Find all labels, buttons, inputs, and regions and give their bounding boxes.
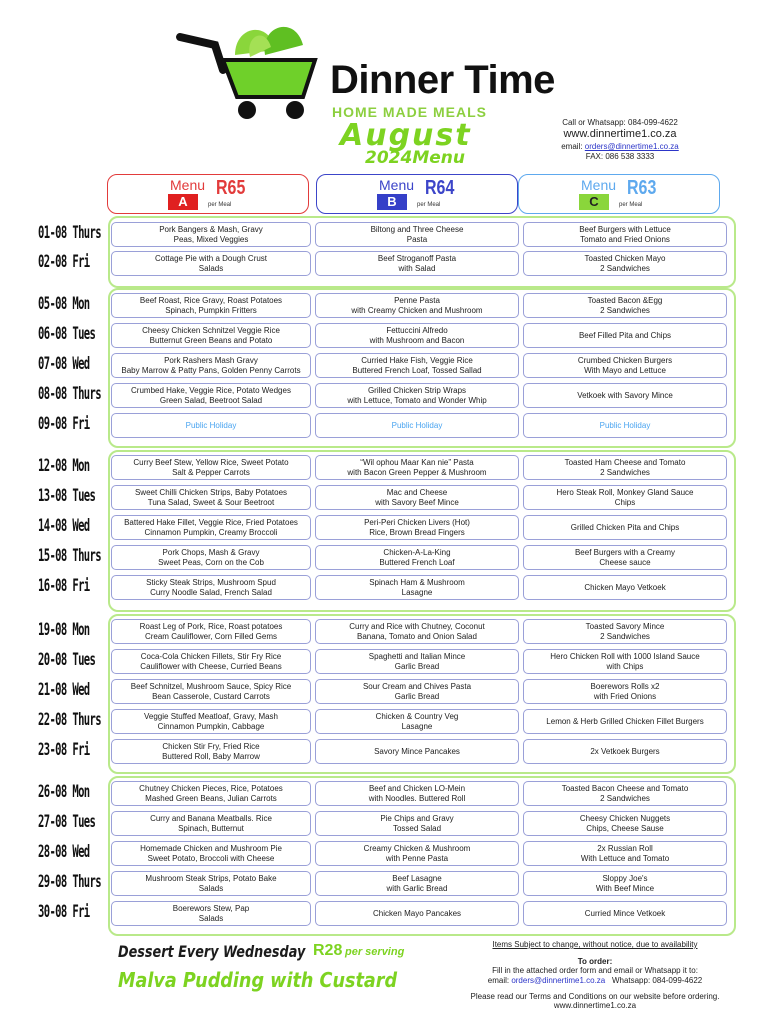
day-label: 13-08 Tues [38,486,96,506]
meal-cell-a: Veggie Stuffed Meatloaf, Gravy, Mash Cinnamon Pumpkin, Cabbage [111,709,311,734]
per-meal: per Meal [417,202,441,208]
day-label: 14-08 Wed [38,516,90,536]
fax: FAX: 086 538 3333 [585,152,655,161]
day-label: 26-08 Mon [38,782,90,802]
day-label: 07-08 Wed [38,354,90,374]
menu-header-c [518,174,720,214]
day-label: 21-08 Wed [38,680,90,700]
meal-cell-a: Beef Schnitzel, Mushroom Sauce, Spicy Rice Bean Casserole, Custard Carrots [111,679,311,704]
day-label: 05-08 Mon [38,294,90,314]
meal-cell-c: Toasted Chicken Mayo 2 Sandwiches [523,251,727,276]
meal-cell-c: Hero Steak Roll, Monkey Gland Sauce Chips [523,485,727,510]
dessert-item: Malva Pudding with Custard [118,968,398,992]
day-label: 29-08 Thurs [38,872,101,892]
meal-cell-a: Cheesy Chicken Schnitzel Veggie Rice Butternut Green Beans and Potato [111,323,311,348]
order-instructions: Fill in the attached order form and email or Whatsapp it to: [492,966,698,975]
menu-header-a [107,174,309,214]
meal-cell-b: Beef and Chicken LO-Mein with Noodles. Buttered Roll [315,781,519,806]
meal-cell-c: Boerewors Rolls x2 with Fried Onions [523,679,727,704]
meal-cell-a: Sticky Steak Strips, Mushroom Spud Curry Noodle Salad, French Salad [111,575,311,600]
meal-cell-b: Beef Stroganoff Pasta with Salad [315,251,519,276]
menu-letter: B [377,194,407,210]
meal-cell-b: Public Holiday [315,413,519,438]
terms-note: Please read our Terms and Conditions on our website before ordering. [470,992,720,1001]
day-label: 20-08 Tues [38,650,96,670]
meal-cell-b: Chicken-A-La-King Buttered French Loaf [315,545,519,570]
day-label: 12-08 Mon [38,456,90,476]
meal-cell-c: 2x Vetkoek Burgers [523,739,727,764]
day-label: 15-08 Thurs [38,546,101,566]
day-label: 23-08 Fri [38,740,90,760]
meal-cell-a: Mushroom Steak Strips, Potato Bake Salads [111,871,311,896]
day-label: 27-08 Tues [38,812,96,832]
menu-price: R64 [425,177,455,199]
meal-cell-b: Creamy Chicken & Mushroom with Penne Pasta [315,841,519,866]
meal-cell-c: 2x Russian Roll With Lettuce and Tomato [523,841,727,866]
dessert-heading: Dessert Every Wednesday [118,942,306,961]
per-meal: per Meal [619,202,643,208]
call-info: Call or Whatsapp: 084-099-4622 [562,118,678,127]
per-meal: per Meal [208,202,232,208]
menu-header-b [316,174,518,214]
meal-cell-a: Cottage Pie with a Dough Crust Salads [111,251,311,276]
meal-cell-b: Spinach Ham & Mushroom Lasagne [315,575,519,600]
meal-cell-a: Public Holiday [111,413,311,438]
meal-cell-b: Beef Lasagne with Garlic Bread [315,871,519,896]
brand-name: Dinner Time [330,58,555,102]
meal-cell-a: Boerewors Stew, Pap Salads [111,901,311,926]
menu-label: Menu [379,177,415,193]
meal-cell-c: Toasted Ham Cheese and Tomato 2 Sandwiches [523,455,727,480]
menu-label: Menu [170,177,206,193]
meal-cell-b: Grilled Chicken Strip Wraps with Lettuce, Tomato and Wonder Whip [315,383,519,408]
day-label: 09-08 Fri [38,414,90,434]
meal-cell-c: Beef Burgers with Lettuce Tomato and Fried Onions [523,222,727,247]
menu-price: R63 [627,177,657,199]
dessert-price: R28 [313,942,343,959]
meal-cell-a: Crumbed Hake, Veggie Rice, Potato Wedges Green Salad, Beetroot Salad [111,383,311,408]
day-label: 08-08 Thurs [38,384,101,404]
meal-cell-c: Sloppy Joe's With Beef Mince [523,871,727,896]
meal-cell-b: Chicken Mayo Pancakes [315,901,519,926]
meal-cell-b: Savory Mince Pancakes [315,739,519,764]
availability-note: Items Subject to change, without notice, due to availability [492,940,698,949]
meal-cell-c: Curried Mince Vetkoek [523,901,727,926]
to-order-heading: To order: [577,957,613,966]
meal-cell-a: Pork Rashers Mash Gravy Baby Marrow & Patty Pans, Golden Penny Carrots [111,353,311,378]
meal-cell-a: Curry and Banana Meatballs. Rice Spinach, Butternut [111,811,311,836]
menu-price: R65 [216,177,246,199]
meal-cell-b: Chicken & Country Veg Lasagne [315,709,519,734]
meal-cell-b: Mac and Cheese with Savory Beef Mince [315,485,519,510]
meal-cell-c: Beef Burgers with a Creamy Cheese sauce [523,545,727,570]
meal-cell-a: Chutney Chicken Pieces, Rice, Potatoes Mashed Green Beans, Julian Carrots [111,781,311,806]
day-label: 30-08 Fri [38,902,90,922]
meal-cell-a: Pork Chops, Mash & Gravy Sweet Peas, Corn on the Cob [111,545,311,570]
email-link[interactable]: orders@dinnertime1.co.za [584,142,679,151]
day-label: 22-08 Thurs [38,710,101,730]
meal-cell-c: Chicken Mayo Vetkoek [523,575,727,600]
footer-email-link[interactable]: orders@dinnertime1.co.za [511,976,606,985]
meal-cell-b: Pie Chips and Gravy Tossed Salad [315,811,519,836]
meal-cell-b: Penne Pasta with Creamy Chicken and Mushroom [315,293,519,318]
meal-cell-a: Coca-Cola Chicken Fillets, Stir Fry Rice Cauliflower with Cheese, Curried Beans [111,649,311,674]
meal-cell-a: Beef Roast, Rice Gravy, Roast Potatoes Spinach, Pumpkin Fritters [111,293,311,318]
meal-cell-c: Hero Chicken Roll with 1000 Island Sauce with Chips [523,649,727,674]
meal-cell-b: Biltong and Three Cheese Pasta [315,222,519,247]
menu-letter: A [168,194,198,210]
day-label: 01-08 Thurs [38,223,101,243]
menu-label: Menu [581,177,617,193]
order-contact: email: orders@dinnertime1.co.za Whatsapp: 084-099-4622 [487,976,703,985]
tagline: HOME MADE MEALS [332,104,487,120]
meal-cell-c: Toasted Savory Mince 2 Sandwiches [523,619,727,644]
meal-cell-b: Peri-Peri Chicken Livers (Hot) Rice, Brown Bread Fingers [315,515,519,540]
meal-cell-c: Toasted Bacon &Egg 2 Sandwiches [523,293,727,318]
footer-website[interactable]: www.dinnertime1.co.za [553,1001,637,1010]
meal-cell-a: Roast Leg of Pork, Rice, Roast potatoes Cream Cauliflower, Corn Filled Gems [111,619,311,644]
day-label: 02-08 Fri [38,252,90,272]
logo [175,15,325,125]
meal-cell-c: Cheesy Chicken Nuggets Chips, Cheese Sause [523,811,727,836]
dessert-serving: per serving [345,946,405,958]
meal-cell-c: Public Holiday [523,413,727,438]
meal-cell-b: Curried Hake Fish, Veggie Rice Buttered French Loaf, Tossed Sallad [315,353,519,378]
meal-cell-b: “Wil ophou Maar Kan nie” Pasta with Bacon Green Pepper & Mushroom [315,455,519,480]
meal-cell-a: Battered Hake Fillet, Veggie Rice, Fried Potatoes Cinnamon Pumpkin, Creamy Broccoli [111,515,311,540]
meal-cell-c: Toasted Bacon Cheese and Tomato 2 Sandwiches [523,781,727,806]
meal-cell-a: Chicken Stir Fry, Fried Rice Buttered Roll, Baby Marrow [111,739,311,764]
day-label: 16-08 Fri [38,576,90,596]
meal-cell-a: Pork Bangers & Mash, Gravy Peas, Mixed Veggies [111,222,311,247]
meal-cell-b: Fettuccini Alfredo with Mushroom and Bacon [315,323,519,348]
meal-cell-b: Sour Cream and Chives Pasta Garlic Bread [315,679,519,704]
meal-cell-c: Crumbed Chicken Burgers With Mayo and Lettuce [523,353,727,378]
meal-cell-a: Homemade Chicken and Mushroom Pie Sweet Potato, Broccoli with Cheese [111,841,311,866]
day-label: 28-08 Wed [38,842,90,862]
meal-cell-a: Curry Beef Stew, Yellow Rice, Sweet Potato Salt & Pepper Carrots [111,455,311,480]
meal-cell-c: Lemon & Herb Grilled Chicken Fillet Burgers [523,709,727,734]
menu-letter: C [579,194,609,210]
meal-cell-c: Vetkoek with Savory Mince [523,383,727,408]
day-label: 19-08 Mon [38,620,90,640]
meal-cell-c: Grilled Chicken Pita and Chips [523,515,727,540]
meal-cell-a: Sweet Chilli Chicken Strips, Baby Potatoes Tuna Salad, Sweet & Sour Beetroot [111,485,311,510]
month-title: August [340,118,472,153]
meal-cell-b: Curry and Rice with Chutney, Coconut Banana, Tomato and Onion Salad [315,619,519,644]
meal-cell-b: Spaghetti and Italian Mince Garlic Bread [315,649,519,674]
year-title: 2024Menu [365,148,465,168]
email-line: email: orders@dinnertime1.co.za [561,142,679,151]
website[interactable]: www.dinnertime1.co.za [563,128,677,140]
meal-cell-c: Beef Filled Pita and Chips [523,323,727,348]
day-label: 06-08 Tues [38,324,96,344]
